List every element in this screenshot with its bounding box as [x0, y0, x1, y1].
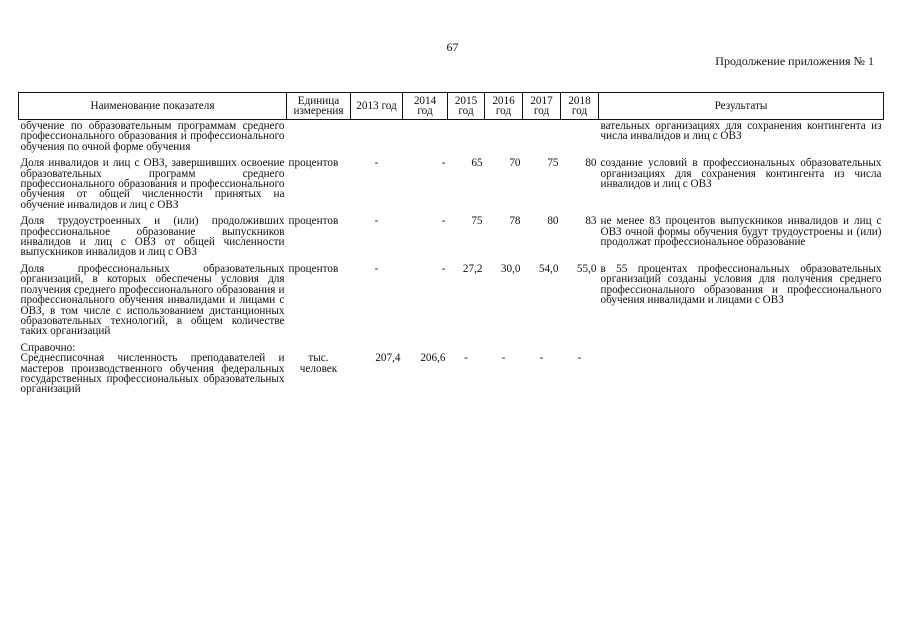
value-2018: - — [577, 352, 582, 365]
value-2017: 54,0 — [538, 262, 559, 275]
header-2015: 2015 год — [448, 93, 485, 120]
value-2018: 55,0 — [576, 262, 597, 275]
indicator-result: не менее 83 процентов выпускников инвалидов и лиц с ОВЗ очной формы обучения будут трудоустроены и (или) продолжат профессиональное образование — [600, 215, 882, 249]
value-2018: 83 — [585, 215, 597, 228]
header-2014: 2014 год — [403, 93, 448, 120]
indicator-unit: процентов — [288, 157, 339, 170]
table-row-continuation — [19, 120, 884, 153]
value-2017: - — [539, 352, 544, 365]
value-2017: 80 — [547, 215, 559, 228]
header-results: Результаты — [599, 93, 884, 120]
header-2013: 2013 год — [351, 93, 403, 120]
value-2014: 206,6 — [420, 352, 446, 365]
value-2013: - — [374, 157, 379, 170]
value-2016: - — [501, 352, 506, 365]
indicator-name: Доля трудоустроенных и (или) продолживших профессиональное образование выпускников инвалидов и лиц с ОВЗ от общей численности выпускников инвалидов и лиц с ОВЗ — [20, 215, 285, 259]
indicators-table — [18, 92, 884, 395]
header-2017: 2017 год — [523, 93, 561, 120]
value-2014: - — [441, 262, 446, 275]
value-2014: - — [441, 157, 446, 170]
value-2016: 78 — [509, 215, 521, 228]
indicator-result: создание условий в профессиональных образовательных организациях для сохранения контингента из числа инвалидов и лиц с ОВЗ — [600, 157, 882, 191]
table-row — [19, 353, 884, 395]
header-2018: 2018 год — [561, 93, 599, 120]
indicator-unit: процентов — [288, 262, 339, 275]
indicator-name: Доля инвалидов и лиц с ОВЗ, завершивших освоение образовательных программ среднего профессионального образования и профессионального обучения от общей численности принятых на обучение инвалидов и лиц с ОВЗ — [20, 157, 285, 211]
value-2014: - — [441, 215, 446, 228]
value-2013: 207,4 — [375, 352, 401, 365]
indicator-name: обучение по образовательным программам среднего профессионального образования и профессионального обучения по очной форме обучения — [20, 120, 285, 153]
indicator-name: Доля профессиональных образовательных организаций, в которых обеспечены условия для получения среднего профессионального образования и профессионального обучения инвалидами и лицами с ОВЗ, в том числе с использованием дистанционных образовательных технологий, в общем количестве таких организаций — [20, 262, 285, 338]
value-2015: 65 — [471, 157, 483, 170]
page-number: 67 — [446, 40, 459, 54]
value-2017: 75 — [547, 157, 559, 170]
indicator-result: в 55 процентах профессиональных образовательных организаций созданы условия для получения среднего профессионального образования и профессионального обучения инвалидами и лицами с ОВЗ — [600, 262, 882, 307]
indicator-result: вательных организациях для сохранения контингента из числа инвалидов и лиц с ОВЗ — [600, 120, 882, 143]
header-2016: 2016 год — [485, 93, 523, 120]
appendix-continuation-note: Продолжение приложения № 1 — [715, 54, 874, 68]
value-2016: 70 — [509, 157, 521, 170]
reference-label: Справочно: — [20, 341, 76, 354]
value-2013: - — [374, 215, 379, 228]
table-row — [19, 158, 884, 210]
value-2018: 80 — [585, 157, 597, 170]
value-2015: 27,2 — [462, 262, 483, 275]
value-2016: 30,0 — [500, 262, 521, 275]
value-2013: - — [374, 262, 379, 275]
indicator-name: Среднесписочная численность преподавателей и мастеров производственного обучения федеральных государственных профессиональных образовательных организаций — [20, 352, 285, 396]
header-unit: Единица измерения — [287, 93, 351, 120]
value-2015: - — [464, 352, 468, 365]
indicator-result — [599, 353, 884, 395]
value-2015: 75 — [471, 215, 483, 228]
header-name: Наименование показателя — [19, 93, 287, 120]
table-row — [19, 264, 884, 337]
table-row — [19, 216, 884, 258]
indicator-unit: тыс. человек — [299, 352, 338, 375]
table-header-row — [19, 93, 884, 120]
indicator-unit: процентов — [288, 215, 339, 228]
